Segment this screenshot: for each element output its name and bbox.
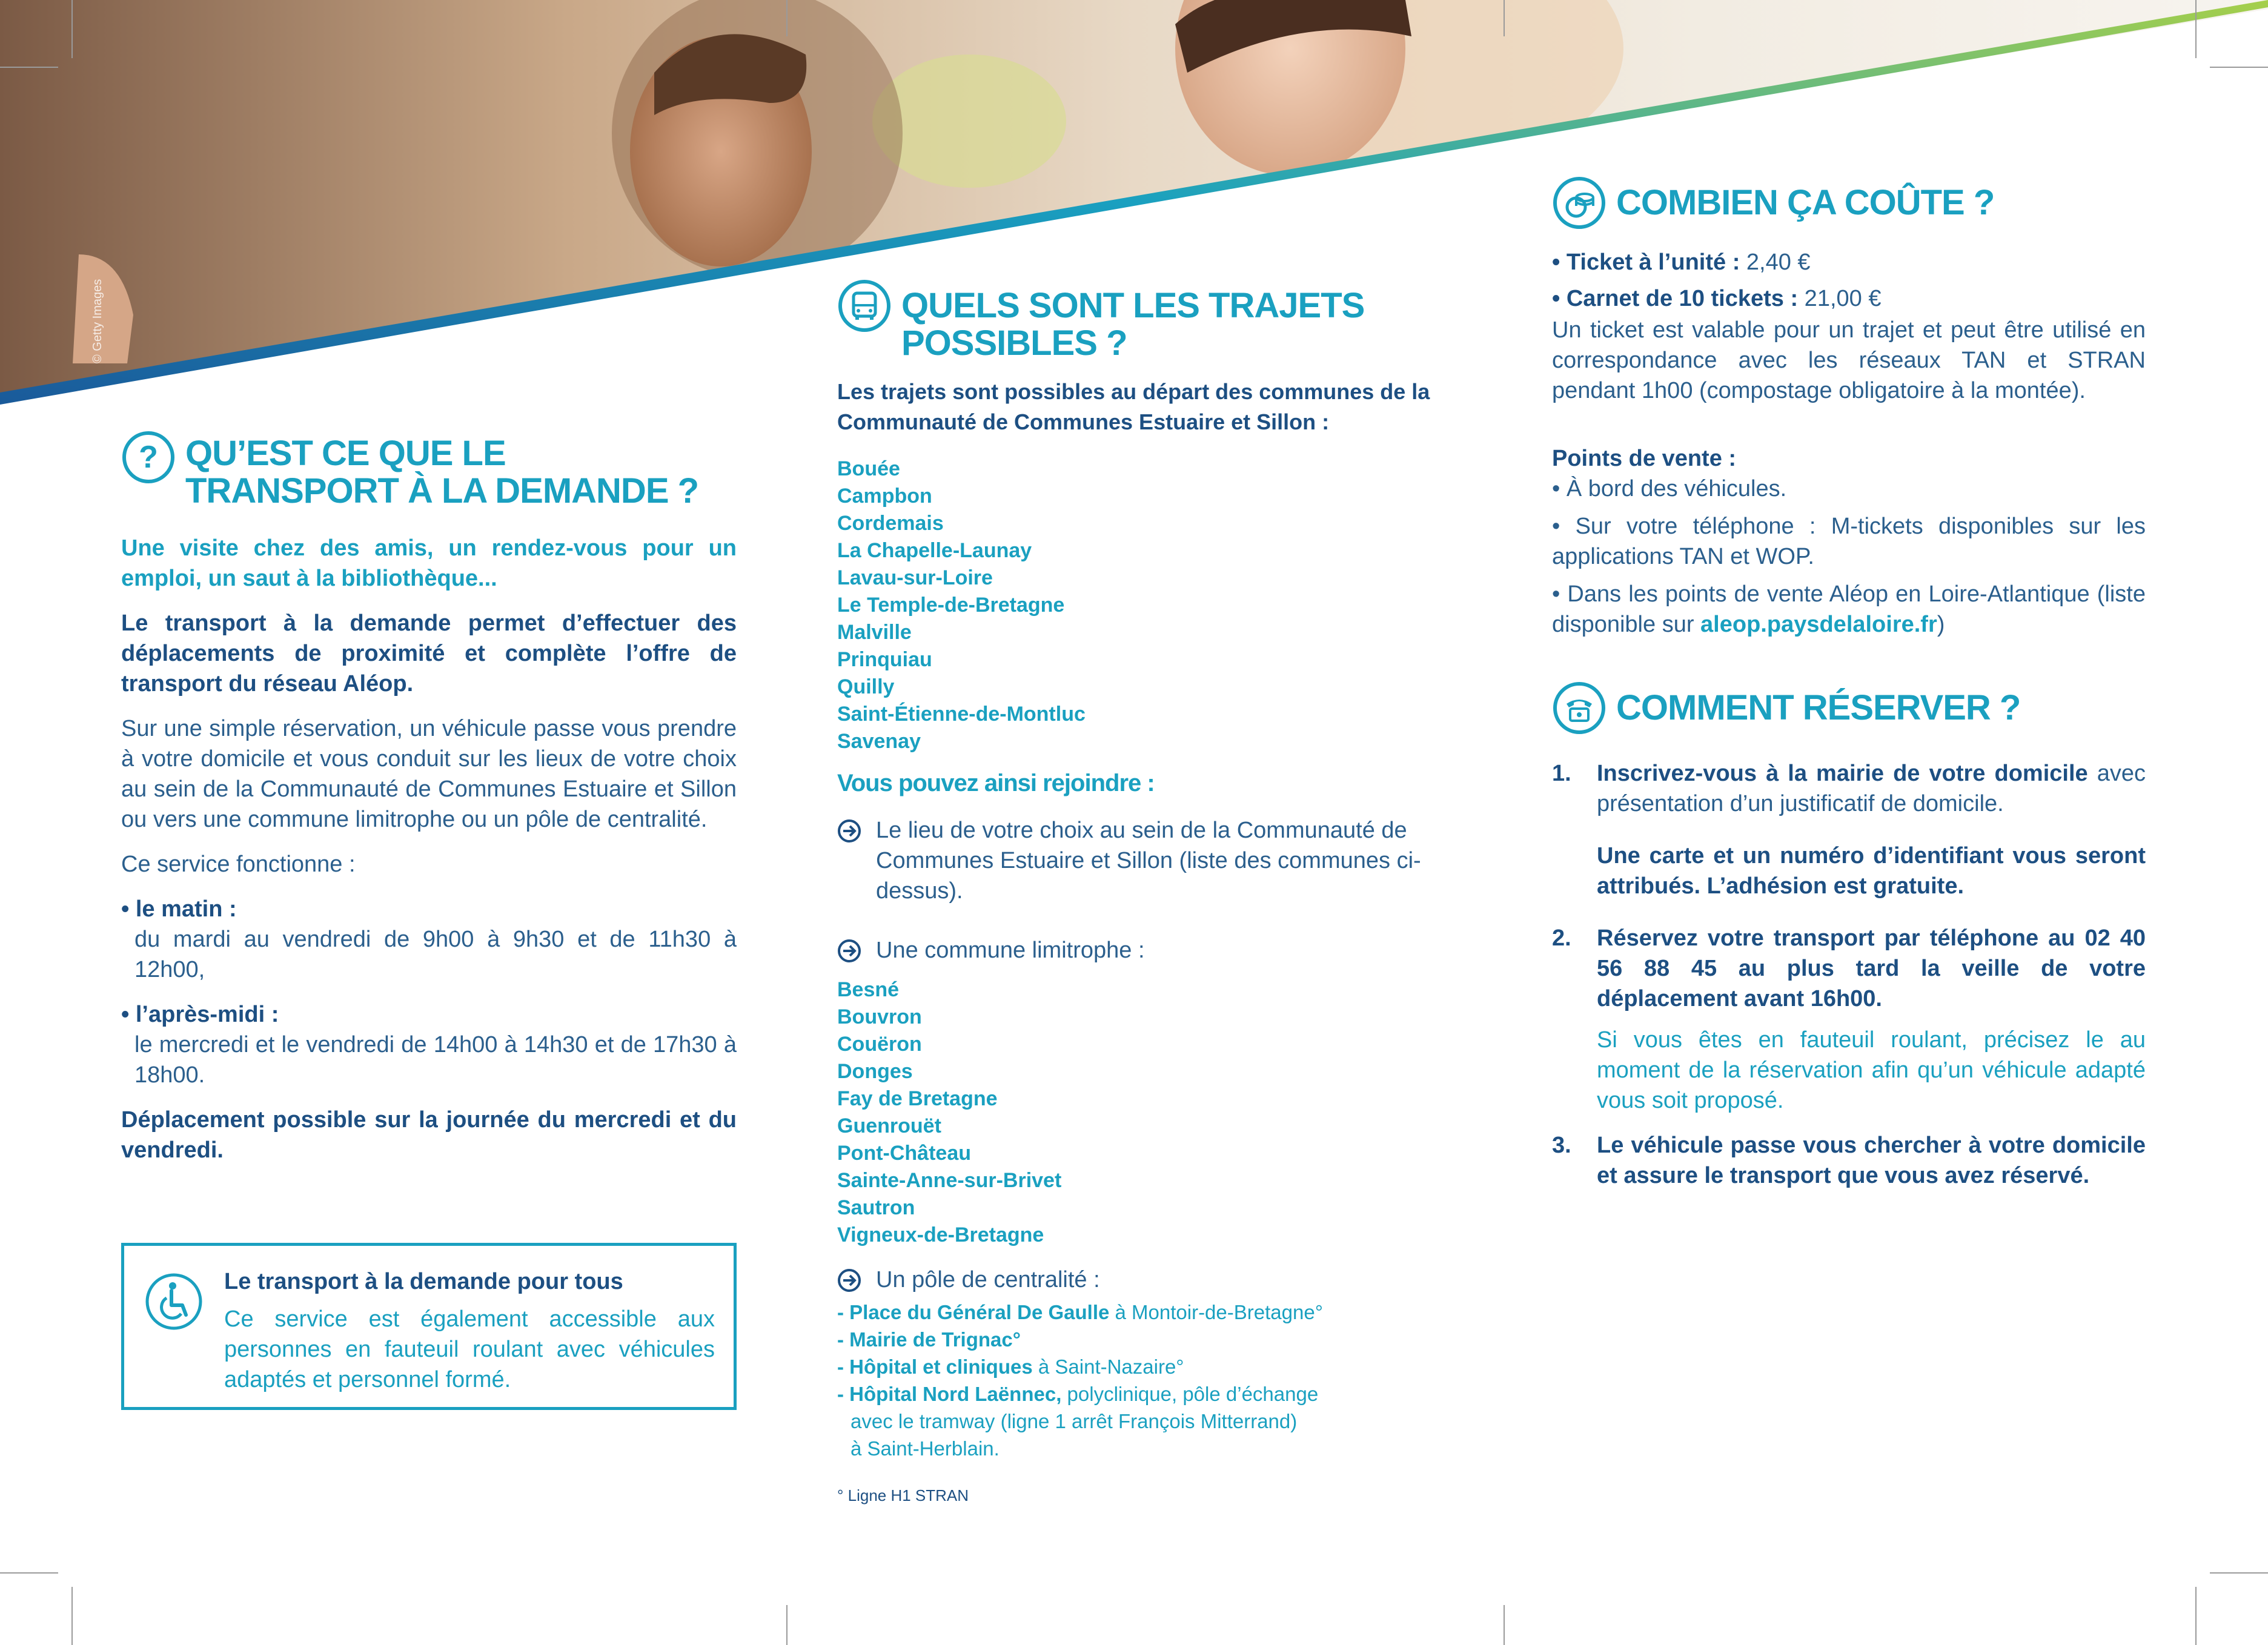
step-number: 2. bbox=[1552, 925, 1571, 951]
intro-text: Une visite chez des amis, un rendez-vous pour un emploi, un saut à la bibliothèque... bbox=[121, 535, 737, 591]
list-item: Donges bbox=[837, 1060, 913, 1083]
aprem-text: le mercredi et le vendredi de 14h00 à 14h30 et de 17h30 à 18h00. bbox=[134, 1032, 737, 1088]
step-content bbox=[1597, 923, 2146, 1116]
pole-name: - Place du Général De Gaulle bbox=[837, 1301, 1110, 1323]
crop-mark bbox=[2195, 0, 2197, 58]
section-heading bbox=[1552, 176, 2146, 230]
section-title bbox=[901, 287, 1364, 362]
step-3 bbox=[1552, 1130, 2146, 1191]
section-heading bbox=[1552, 681, 2146, 735]
pole-name: - Hôpital Nord Laënnec, bbox=[837, 1383, 1062, 1405]
pole-name: - Mairie de Trignac° bbox=[837, 1328, 1021, 1351]
section-title: COMBIEN ÇA COÛTE ? bbox=[1616, 183, 1995, 222]
box-text: Ce service est également accessible aux personnes en fauteuil roulant avec véhicules adaptés et personnel formé. bbox=[224, 1306, 715, 1392]
box-title: Le transport à la demande pour tous bbox=[224, 1269, 623, 1294]
list-item: Fay de Bretagne bbox=[837, 1087, 998, 1110]
list-item: Savenay bbox=[837, 730, 921, 753]
step-number: 3. bbox=[1552, 1133, 1571, 1158]
section-heading bbox=[121, 430, 737, 510]
list-item bbox=[837, 1353, 1455, 1380]
list-item: Couëron bbox=[837, 1033, 922, 1056]
footnote: ° Ligne H1 STRAN bbox=[837, 1486, 969, 1504]
arrow-right-icon bbox=[837, 939, 861, 963]
communes-list bbox=[837, 455, 1455, 755]
arrow-right-icon bbox=[837, 819, 861, 843]
section-heading bbox=[837, 279, 1455, 362]
crop-mark bbox=[2210, 67, 2268, 68]
point-vente-text: • Dans les points de vente Aléop en Loire-Atlantique (liste disponible sur bbox=[1552, 581, 2146, 637]
bold-paragraph: Le transport à la demande permet d’effectuer des déplacements de proximité et complète l’offre de transport du réseau Aléop. bbox=[121, 611, 737, 697]
list-item: Campbon bbox=[837, 485, 932, 508]
pole-location: à Montoir-de-Bretagne° bbox=[1109, 1301, 1323, 1323]
step-note: Si vous êtes en fauteuil roulant, précisez le au moment de la réservation afin qu’un véhicule adapté vous soit proposé. bbox=[1597, 1027, 2146, 1113]
destination-text: Le lieu de votre choix au sein de la Communauté de Communes Estuaire et Sillon (liste des communes ci-dessus). bbox=[876, 818, 1421, 904]
destination-item bbox=[837, 815, 1455, 906]
point-vente-text-end: ) bbox=[1937, 612, 1945, 637]
list-item: Prinquiau bbox=[837, 648, 932, 671]
list-item: Pont-Château bbox=[837, 1142, 971, 1165]
crop-mark bbox=[1504, 1605, 1505, 1645]
point-vente-item: • Sur votre téléphone : M-tickets disponibles sur les applications TAN et WOP. bbox=[1552, 514, 2146, 569]
ticket-label: • Ticket à l’unité : bbox=[1552, 250, 1740, 275]
destination-item bbox=[837, 1265, 1455, 1295]
step-2 bbox=[1552, 923, 2146, 1116]
crop-mark bbox=[71, 1587, 73, 1645]
step-content bbox=[1597, 758, 2146, 901]
page-title bbox=[185, 435, 698, 510]
list-item: Bouée bbox=[837, 457, 900, 480]
carnet-label: • Carnet de 10 tickets : bbox=[1552, 286, 1799, 311]
destination-item bbox=[837, 935, 1455, 965]
wheelchair-icon bbox=[144, 1271, 204, 1332]
coins-icon bbox=[1552, 176, 1606, 230]
step-text bbox=[1597, 758, 2146, 819]
step-content bbox=[1597, 1130, 2146, 1191]
step-1 bbox=[1552, 758, 2146, 901]
question-icon bbox=[121, 430, 176, 485]
column-tarifs-reservation bbox=[1552, 176, 2146, 1191]
service-text: Ce service fonctionne : bbox=[121, 852, 356, 877]
carnet-price-line bbox=[1552, 283, 2146, 314]
list-item: La Chapelle-Launay bbox=[837, 539, 1032, 562]
crop-mark bbox=[2210, 1572, 2268, 1574]
crop-mark bbox=[1504, 0, 1505, 36]
step-text: Le véhicule passe vous chercher à votre domicile et assure le transport que vous avez réservé. bbox=[1597, 1133, 2146, 1188]
section-title: COMMENT RÉSERVER ? bbox=[1616, 688, 2021, 727]
list-item: Malville bbox=[837, 621, 912, 644]
list-item: Vigneux-de-Bretagne bbox=[837, 1223, 1044, 1246]
photo-credit: © Getty Images bbox=[91, 279, 104, 363]
list-item: Bouvron bbox=[837, 1005, 922, 1028]
crop-mark bbox=[786, 1605, 788, 1645]
crop-mark bbox=[0, 1572, 58, 1574]
destination-text: Un pôle de centralité : bbox=[876, 1267, 1100, 1292]
step-number: 1. bbox=[1552, 761, 1571, 786]
title-line: TRANSPORT À LA DEMANDE ? bbox=[185, 471, 699, 511]
list-item: Quilly bbox=[837, 675, 895, 698]
svg-text:?: ? bbox=[139, 440, 158, 475]
paragraph: Sur une simple réservation, un véhicule passe vous prendre à votre domicile et vous conduit sur les lieux de votre choix au sein de la Communauté de Communes Estuaire et Sillon ou vers une commune limitrophe ou un pôle de centralité. bbox=[121, 716, 737, 832]
bus-icon bbox=[837, 279, 892, 333]
ticket-price: 2,40 € bbox=[1740, 250, 1811, 275]
column-transport-demande bbox=[121, 430, 737, 1165]
column-trajets bbox=[837, 279, 1455, 1505]
list-item: Besné bbox=[837, 978, 900, 1001]
title-line: QUELS SONT LES TRAJETS bbox=[901, 286, 1365, 325]
aleop-link[interactable]: aleop.paysdelaloire.fr bbox=[1700, 612, 1937, 637]
list-item: Guenrouët bbox=[837, 1114, 941, 1137]
title-line: POSSIBLES ? bbox=[901, 323, 1127, 363]
phone-icon bbox=[1552, 681, 1606, 735]
ticket-price-line bbox=[1552, 247, 2146, 277]
pole-name: - Hôpital et cliniques bbox=[837, 1355, 1033, 1378]
step-rest: avec présentation d’un justificatif de domicile. bbox=[1597, 761, 2146, 816]
list-item: Sainte-Anne-sur-Brivet bbox=[837, 1169, 1062, 1192]
list-item bbox=[837, 1380, 1455, 1408]
list-item: Cordemais bbox=[837, 512, 944, 535]
carnet-price: 21,00 € bbox=[1798, 286, 1882, 311]
step-note: Une carte et un numéro d’identifiant vous seront attribués. L’adhésion est gratuite. bbox=[1597, 843, 2146, 899]
pole-continuation: à Saint-Herblain. bbox=[850, 1437, 1000, 1460]
destination-text: Une commune limitrophe : bbox=[876, 938, 1145, 963]
accessibility-box bbox=[121, 1243, 737, 1410]
list-item: Saint-Étienne-de-Montluc bbox=[837, 703, 1086, 726]
pole-continuation: avec le tramway (ligne 1 arrêt François Mitterrand) bbox=[850, 1410, 1298, 1432]
list-item: Lavau-sur-Loire bbox=[837, 566, 993, 589]
list-item: Le Temple-de-Bretagne bbox=[837, 594, 1065, 617]
list-item: Sautron bbox=[837, 1196, 915, 1219]
matin-label: • le matin : bbox=[121, 896, 237, 922]
point-vente-item: • À bord des véhicules. bbox=[1552, 476, 1787, 501]
intro-text: Les trajets sont possibles au départ des communes de la Communauté de Communes Estuaire et Sillon : bbox=[837, 379, 1430, 434]
crop-mark bbox=[2195, 1587, 2197, 1645]
pole-location: à Saint-Nazaire° bbox=[1032, 1355, 1184, 1378]
point-vente-item bbox=[1552, 579, 2146, 640]
matin-text: du mardi au vendredi de 9h00 à 9h30 et de 11h30 à 12h00, bbox=[134, 927, 737, 982]
limitrophes-list bbox=[837, 976, 1455, 1249]
step-bold: Inscrivez-vous à la mairie de votre domicile bbox=[1597, 761, 2088, 786]
points-vente-title: Points de vente : bbox=[1552, 446, 1737, 471]
arrow-right-icon bbox=[837, 1268, 861, 1292]
list-item bbox=[837, 1326, 1455, 1353]
crop-mark bbox=[0, 67, 58, 68]
validity-text: Un ticket est valable pour un trajet et peut être utilisé en correspondance avec les réseaux TAN et STRAN pendant 1h00 (compostage obligatoire à la montée). bbox=[1552, 317, 2146, 403]
crop-mark bbox=[786, 0, 788, 36]
pole-location: polyclinique, pôle d’échange bbox=[1061, 1383, 1319, 1405]
step-text: Réservez votre transport par téléphone au 02 40 56 88 45 au plus tard la veille de votre déplacement avant 16h00. bbox=[1597, 925, 2146, 1011]
aprem-label: • l’après-midi : bbox=[121, 1002, 279, 1027]
crop-mark bbox=[71, 0, 73, 58]
poles-list bbox=[837, 1299, 1455, 1462]
title-line: QU’EST CE QUE LE bbox=[185, 434, 506, 473]
journee-text: Déplacement possible sur la journée du mercredi et du vendredi. bbox=[121, 1107, 737, 1163]
list-item bbox=[837, 1299, 1455, 1326]
rejoindre-heading: Vous pouvez ainsi rejoindre : bbox=[837, 770, 1155, 796]
